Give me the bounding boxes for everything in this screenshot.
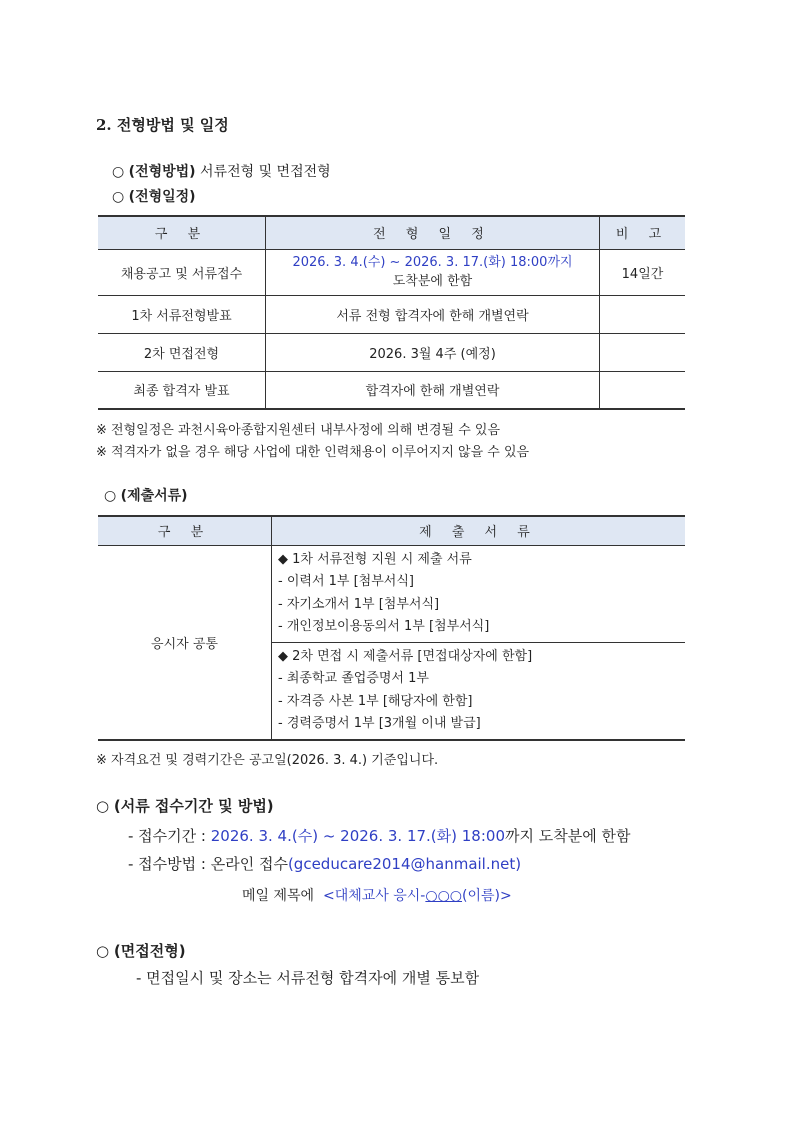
interview-label: (면접전형) [113, 942, 186, 960]
documents-note: ※ 자격요건 및 경력기간은 공고일(2026. 3. 4.) 기준입니다. [96, 753, 439, 768]
schedule-line1: 2026. 3. 4.(수) ~ 2026. 3. 17.(화) 18:00까지 [292, 255, 573, 270]
list-item: - 경력증명서 1부 [3개월 이내 발급] [278, 716, 481, 731]
documents-group-2 [272, 642, 686, 740]
table-row [98, 333, 685, 371]
schedule-note-2: ※ 적격자가 없을 경우 해당 사업에 대한 인력채용이 이루어지지 않을 수 있음 [96, 445, 530, 460]
list-item: - 최종학교 졸업증명서 1부 [278, 671, 429, 686]
row-category: 채용공고 및 서류접수 [98, 249, 266, 295]
subject-label: 메일 제목에 [242, 888, 315, 904]
table-row [98, 371, 685, 409]
method-text: 서류전형 및 면접전형 [200, 164, 331, 180]
header-documents: 제 출 서 류 [272, 516, 686, 545]
method-label: - 접수방법 : 온라인 접수 [128, 855, 288, 873]
row-schedule: 서류 전형 합격자에 한해 개별연락 [266, 295, 600, 333]
schedule-line2: 도착분에 한함 [392, 274, 473, 289]
bullet: ○ [104, 488, 117, 504]
documents-label: (제출서류) [120, 488, 188, 504]
method-label: (전형방법) [128, 164, 196, 180]
list-item: - 이력서 1부 [첨부서식] [278, 574, 414, 589]
application-heading [96, 795, 274, 816]
mail-subject [242, 885, 512, 905]
schedule-heading [112, 186, 196, 206]
bullet: ○ [96, 942, 110, 960]
row-category: 1차 서류전형발표 [98, 295, 266, 333]
header-note: 비 고 [600, 216, 686, 249]
section-title: 2. 전형방법 및 일정 [96, 116, 229, 134]
period-suffix: 까지 도착분에 한함 [504, 827, 631, 845]
subject-name: ○○○ [425, 888, 463, 904]
period-label: - 접수기간 : [128, 827, 206, 845]
bullet: ○ [112, 164, 125, 180]
interview-text: - 면접일시 및 장소는 서류전형 합격자에 개별 통보함 [136, 969, 480, 987]
row-note [600, 295, 686, 333]
interview-heading [96, 940, 186, 961]
list-item: ◆ 1차 서류전형 지원 시 제출 서류 [278, 551, 472, 567]
header-category: 구 분 [98, 216, 266, 249]
period-value: 2026. 3. 4.(수) ~ 2026. 3. 17.(화) 18:00 [210, 827, 505, 845]
row-schedule: 2026. 3월 4주 (예정) [266, 333, 600, 371]
table-row [98, 249, 685, 295]
row-note: 14일간 [600, 249, 686, 295]
application-period [128, 825, 630, 846]
row-schedule [266, 249, 600, 295]
row-schedule: 합격자에 한해 개별연락 [266, 371, 600, 409]
list-item: - 자기소개서 1부 [첨부서식] [278, 596, 440, 612]
documents-table [98, 515, 685, 741]
row-note [600, 333, 686, 371]
documents-category: 응시자 공통 [98, 545, 272, 740]
table-row [98, 295, 685, 333]
documents-heading [104, 485, 188, 505]
table-row [98, 545, 685, 642]
method-line [112, 161, 331, 181]
header-category: 구 분 [98, 516, 272, 545]
schedule-label: (전형일정) [128, 189, 196, 205]
row-note [600, 371, 686, 409]
row-category: 2차 면접전형 [98, 333, 266, 371]
list-item: - 자격증 사본 1부 [해당자에 한함] [278, 693, 473, 709]
subject-suffix: (이름)> [462, 888, 512, 904]
bullet: ○ [96, 797, 110, 815]
bullet: ○ [112, 189, 125, 205]
row-category: 최종 합격자 발표 [98, 371, 266, 409]
schedule-note-1: ※ 전형일정은 과천시육아종합지원센터 내부사정에 의해 변경될 수 있음 [96, 423, 501, 438]
list-item: - 개인정보이용동의서 1부 [첨부서식] [278, 619, 490, 634]
method-email: (gceducare2014@hanmail.net) [287, 855, 522, 873]
application-method [128, 853, 521, 874]
subject-prefix: <대체교사 응시- [322, 888, 426, 904]
header-schedule: 전 형 일 정 [266, 216, 600, 249]
documents-group-1 [272, 545, 686, 642]
schedule-table [98, 215, 685, 410]
list-item: ◆ 2차 면접 시 제출서류 [면접대상자에 한함] [278, 648, 533, 664]
application-label: (서류 접수기간 및 방법) [113, 797, 274, 815]
